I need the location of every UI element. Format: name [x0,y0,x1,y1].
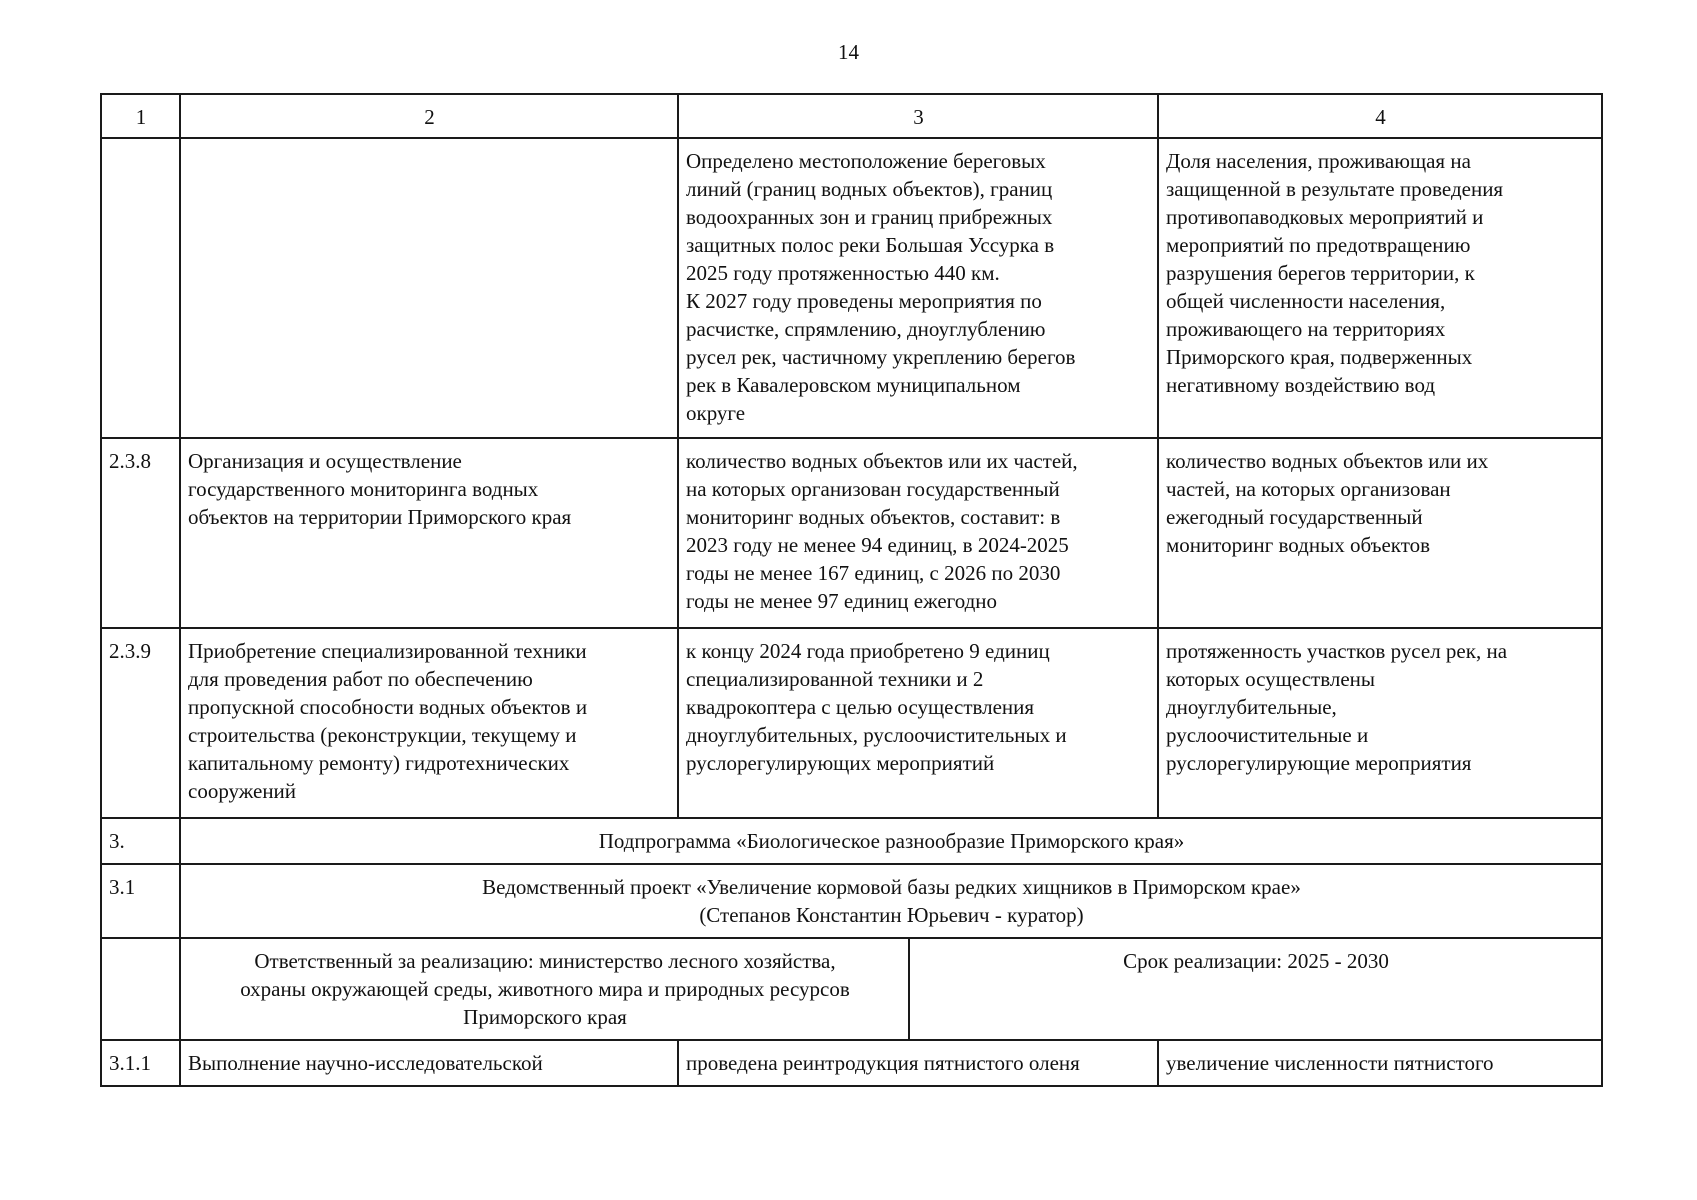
table-row [101,628,1602,818]
row-number-cell: 2.3.8 [101,438,180,628]
responsible-row [101,938,1602,1040]
row-number-cell [101,138,180,438]
table-row [101,438,1602,628]
table-row [101,138,1602,438]
expected-result-cell: проведена реинтродукция пятнистого оленя [678,1040,1158,1086]
term-cell: Срок реализации: 2025 - 2030 [909,938,1602,1040]
expected-result-cell: к концу 2024 года приобретено 9 единиц специализированной техники и 2 квадрокоптера с целью осуществления дноуглубительных, руслоочистительных и руслорегулирующих мероприятий [678,628,1158,818]
responsible-cell: Ответственный за реализацию: министерство лесного хозяйства, охраны окружающей среды, животного мира и природных ресурсов Приморского края [180,938,909,1040]
row-number-cell: 3. [101,818,180,864]
indicator-cell: Доля населения, проживающая на защищенной в результате проведения противопаводковых мероприятий и мероприятий по предотвращению разрушения берегов территории, к общей численности населения, проживающего на территориях Приморского края, подверженных негативному воздействию вод [1158,138,1602,438]
page-number: 14 [838,40,859,64]
project-row [101,864,1602,938]
indicator-cell: количество водных объектов или их частей, на которых организован ежегодный государственный мониторинг водных объектов [1158,438,1602,628]
indicator-cell: протяженность участков русел рек, на которых осуществлены дноуглубительные, руслоочистительные и руслорегулирующие мероприятия [1158,628,1602,818]
measure-name-cell [180,138,678,438]
indicator-cell: увеличение численности пятнистого [1158,1040,1602,1086]
column-header-4: 4 [1158,94,1602,138]
measure-name-cell: Выполнение научно-исследовательской [180,1040,678,1086]
subprogram-title: Подпрограмма «Биологическое разнообразие Приморского края» [180,818,1602,864]
column-header-2: 2 [180,94,678,138]
row-number-cell: 2.3.9 [101,628,180,818]
expected-result-cell: количество водных объектов или их частей, на которых организован государственный мониторинг водных объектов, составит: в 2023 году не менее 94 единиц, в 2024-2025 годы не менее 167 единиц, с 2026 по 2030 годы не менее 97 единиц ежегодно [678,438,1158,628]
project-title: Ведомственный проект «Увеличение кормовой базы редких хищников в Приморском крае» (Степанов Константин Юрьевич - куратор) [180,864,1602,938]
measures-table [100,93,1603,1087]
column-header-3: 3 [678,94,1158,138]
row-number-cell: 3.1 [101,864,180,938]
measure-name-cell: Приобретение специализированной техники для проведения работ по обеспечению пропускной способности водных объектов и строительства (реконструкции, текущему и капитальному ремонту) гидротехнических сооружений [180,628,678,818]
expected-result-cell: Определено местоположение береговых линий (границ водных объектов), границ водоохранных зон и границ прибрежных защитных полос реки Большая Уссурка в 2025 году протяженностью 440 км. К 2027 году проведены мероприятия по расчистке, спрямлению, дноуглублению русел рек, частичному укреплению берегов рек в Кавалеровском муниципальном округе [678,138,1158,438]
measure-name-cell: Организация и осуществление государственного мониторинга водных объектов на территории Приморского края [180,438,678,628]
column-header-1: 1 [101,94,180,138]
table-row [101,1040,1602,1086]
row-number-cell [101,938,180,1040]
subprogram-row [101,818,1602,864]
table-header-row [101,94,1602,138]
row-number-cell: 3.1.1 [101,1040,180,1086]
